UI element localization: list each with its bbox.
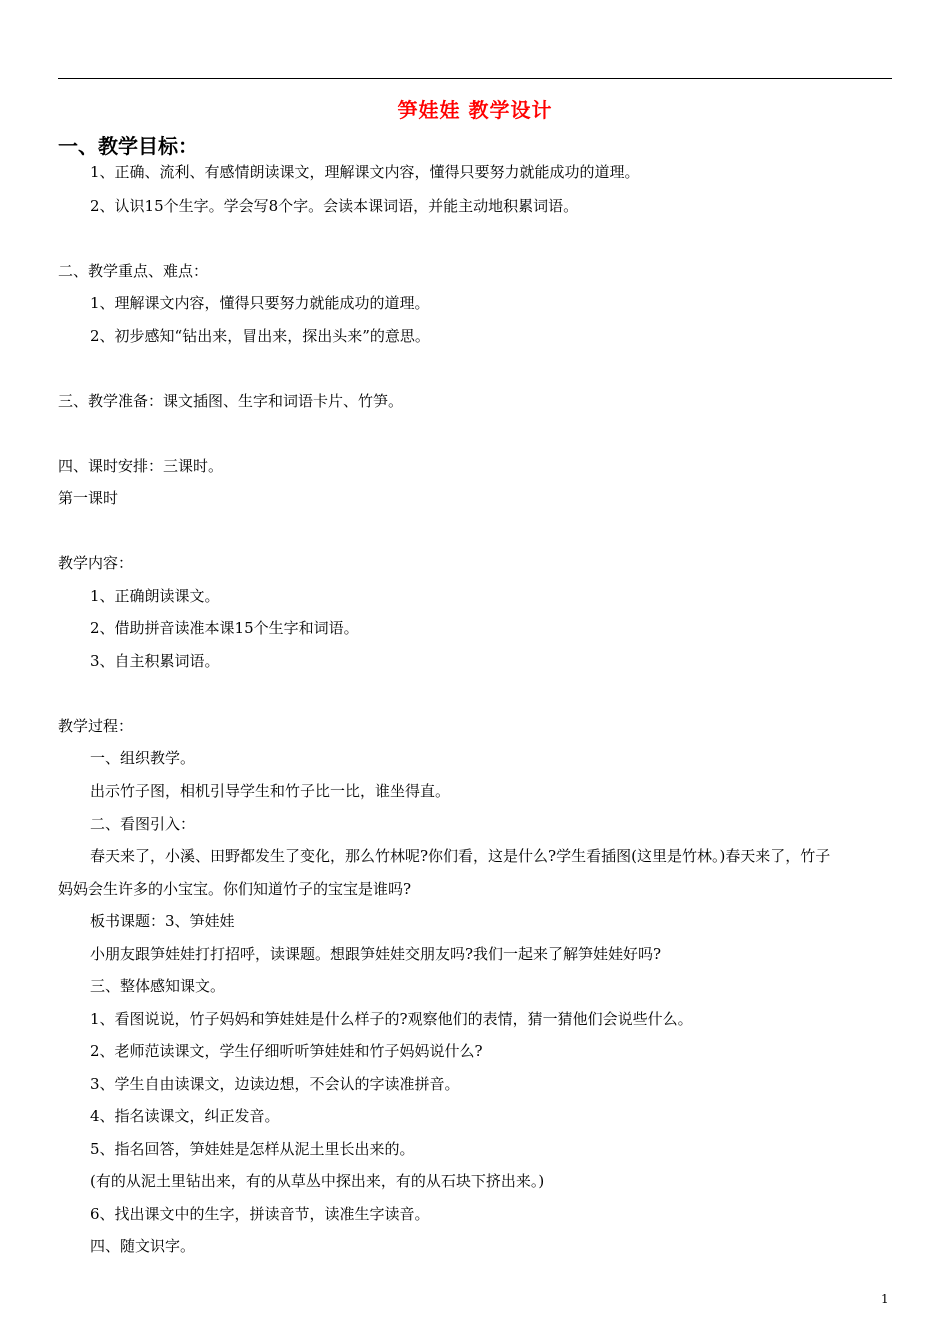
lesson-heading: 第一课时: [58, 489, 119, 507]
process-text: 小朋友跟笋娃娃打打招呼，读课题。想跟笋娃娃交朋友吗?我们一起来了解笋娃娃好吗?: [90, 945, 662, 963]
goal-item: 2、认识15个生字。学会写8个字。会读本课词语，并能主动地积累词语。: [90, 197, 579, 215]
content-heading: 教学内容：: [58, 554, 134, 572]
goal-item: 1、正确、流利、有感情朗读课文，理解课文内容，懂得只要努力就能成功的道理。: [90, 163, 640, 181]
key-point-item: 2、初步感知“钻出来，冒出来，探出头来”的意思。: [90, 327, 430, 345]
board-title: 板书课题：3、笋娃娃: [90, 912, 235, 930]
content-item: 1、正确朗读课文。: [90, 587, 220, 605]
process-step: 四、随文识字。: [90, 1237, 196, 1255]
process-item: 6、找出课文中的生字，拼读音节，读准生字读音。: [90, 1205, 430, 1223]
page-number: 1: [881, 1292, 889, 1306]
document-title: 笋娃娃 教学设计: [397, 98, 553, 122]
header-rule: [58, 78, 892, 79]
process-heading: 教学过程：: [58, 717, 134, 735]
content-item: 3、自主积累词语。: [90, 652, 220, 670]
process-item: 3、学生自由读课文，边读边想，不会认的字读准拼音。: [90, 1075, 460, 1093]
process-step: 二、看图引入：: [90, 815, 196, 833]
content-item: 2、借助拼音读准本课15个生字和词语。: [90, 619, 359, 637]
process-text: 春天来了，小溪、田野都发生了变化，那么竹林呢?你们看，这是什么?学生看插图(这里是竹林。)春天来了，竹子: [90, 847, 831, 865]
process-text: 出示竹子图，相机引导学生和竹子比一比，谁坐得直。: [90, 782, 451, 800]
section-preparation: 三、教学准备：课文插图、生字和词语卡片、竹笋。: [58, 392, 404, 410]
process-item: (有的从泥土里钻出来，有的从草丛中探出来，有的从石块下挤出来。): [90, 1172, 545, 1190]
key-point-item: 1、理解课文内容，懂得只要努力就能成功的道理。: [90, 294, 430, 312]
process-item: 5、指名回答，笋娃娃是怎样从泥土里长出来的。: [90, 1140, 415, 1158]
process-item: 1、看图说说，竹子妈妈和笋娃娃是什么样子的?观察他们的表情，猜一猜他们会说些什么。: [90, 1010, 693, 1028]
process-step: 一、组织教学。: [90, 749, 196, 767]
process-text: 妈妈会生许多的小宝宝。你们知道竹子的宝宝是谁吗?: [58, 880, 412, 898]
section-teaching-goals: 一、教学目标：: [58, 134, 198, 158]
section-key-points: 二、教学重点、难点：: [58, 262, 209, 280]
process-item: 4、指名读课文，纠正发音。: [90, 1107, 280, 1125]
process-item: 2、老师范读课文，学生仔细听听笋娃娃和竹子妈妈说什么?: [90, 1042, 483, 1060]
process-step: 三、整体感知课文。: [90, 977, 226, 995]
section-schedule: 四、课时安排：三课时。: [58, 457, 224, 475]
